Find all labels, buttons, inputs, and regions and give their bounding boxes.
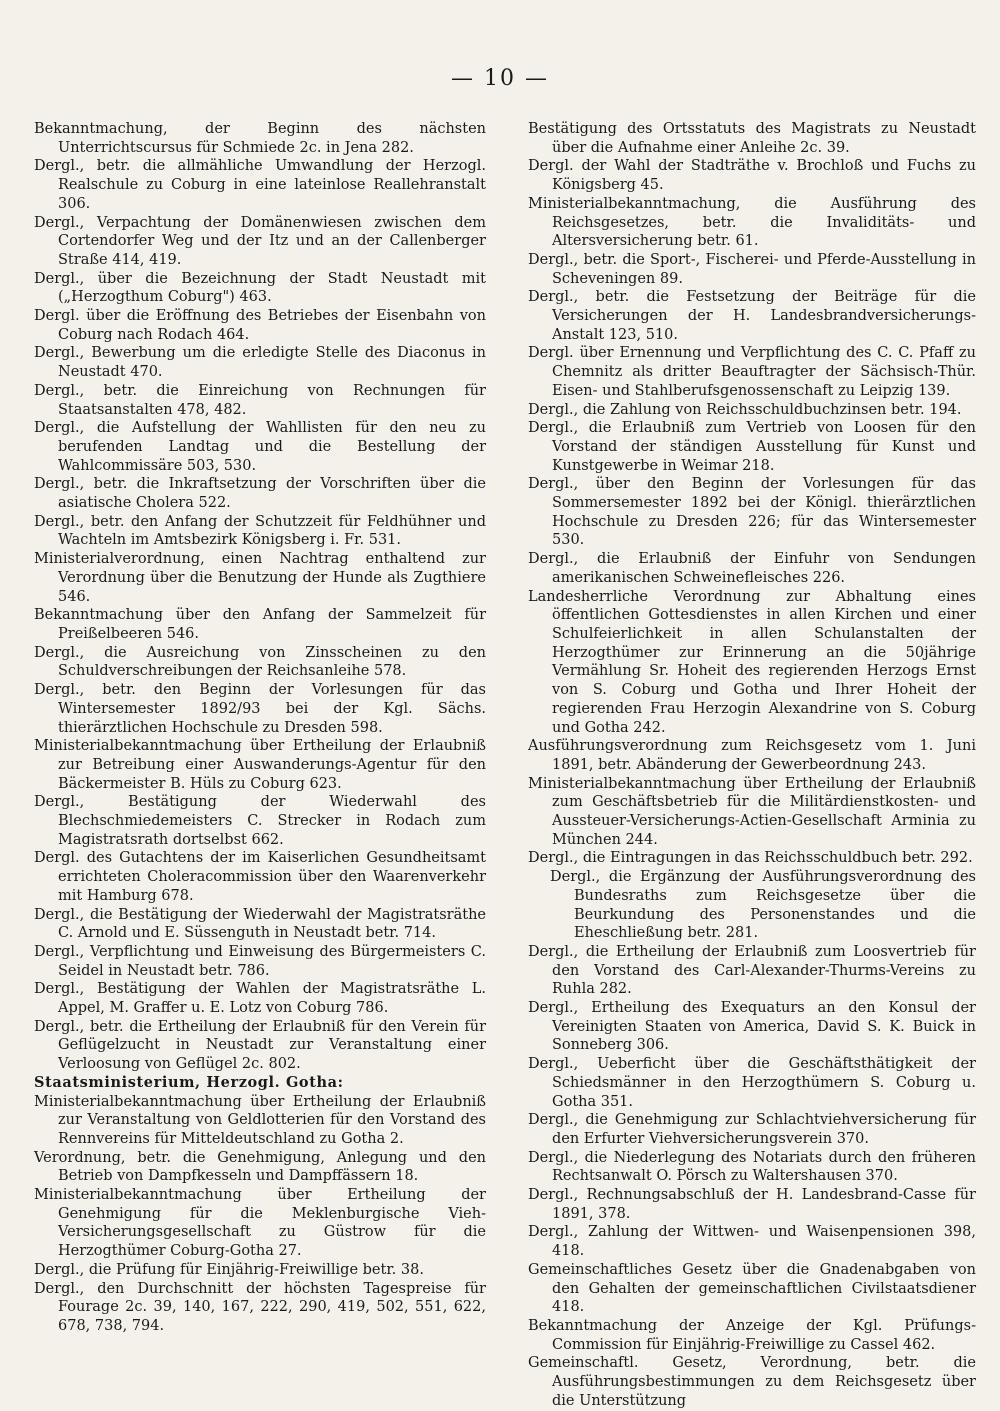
index-entry: Dergl., Bewerbung um die erledigte Stelle des Diaconus in Neustadt 470.: [34, 345, 486, 381]
index-entry: Ministerialbekanntmachung über Ertheilung der Erlaubniß zur Betreibung einer Auswanderungs-Agentur für den Bäckermeister B. Hüls zu Coburg 623.: [34, 738, 486, 792]
index-entry: Gemeinschaftliches Gesetz über die Gnadenabgaben von den Gehalten der gemeinschaftlichen Civilstaatsdiener 418.: [528, 1261, 976, 1316]
index-entry: Dergl., betr. die Sport-, Fischerei- und Pferde-Ausstellung in Scheveningen 89.: [528, 251, 976, 287]
index-entry: Ministerialbekanntmachung, die Ausführung des Reichsgesetzes, betr. die Invaliditäts- und Altersversicherung betr. 61.: [528, 195, 976, 250]
index-entry: Gemeinschaftl. Gesetz, Verordnung, betr. die Ausführungsbestimmungen zu dem Reichsgesetz über die Unterstützung: [528, 1355, 976, 1409]
index-entry: Dergl., die Prüfung für Einjährig-Freiwillige betr. 38.: [34, 1261, 424, 1278]
index-entry: Verordnung, betr. die Genehmigung, Anlegung und den Betrieb von Dampfkesseln und Dampffässern 18.: [34, 1149, 486, 1185]
index-entry: Dergl., die Aufstellung der Wahllisten für den neu zu berufenden Landtag und die Bestellung der Wahlcommissäre 503, 530.: [34, 420, 486, 474]
index-entry: Bekanntmachung über den Anfang der Sammelzeit für Preißelbeeren 546.: [34, 607, 486, 642]
index-entry: Dergl., Zahlung der Wittwen- und Waisenpensionen 398, 418.: [528, 1224, 976, 1260]
index-entry: Bekanntmachung, der Beginn des nächsten Unterrichtscursus für Schmiede 2c. in Jena 282.: [34, 121, 486, 156]
index-entry: Ministerialbekanntmachung über Ertheilung der Erlaubniß zur Veranstaltung von Geldlotterien für den Vorstand des Rennvereins für Mitteldeutschland zu Gotha 2.: [34, 1093, 486, 1147]
index-entry: Dergl., die Bestätigung der Wiederwahl der Magistratsräthe C. Arnold und E. Süssenguth in Neustadt betr. 714.: [34, 906, 486, 942]
index-entry: Dergl., die Ergänzung der Ausführungsverordnung des Bundesraths zum Reichsgesetze über die Beurkundung des Personenstandes und die Eheschließung betr. 281.: [550, 869, 976, 942]
index-entry: Dergl., die Genehmigung zur Schlachtviehversicherung für den Erfurter Viehversicherungsverein 370.: [528, 1112, 976, 1147]
index-entry: Dergl., die Erlaubniß zum Vertrieb von Loosen für den Vorstand der ständigen Ausstellung für Kunst und Kunstgewerbe in Weimar 218.: [528, 420, 976, 474]
left-column: [34, 120, 486, 1336]
index-entry: Ministerialbekanntmachung über Ertheilung der Erlaubniß zum Geschäftsbetrieb für die Militärdienstkosten- und Aussteuer-Versicherungs-Actien-Gesellschaft Arminia zu München 244.: [528, 775, 976, 848]
index-entry: Dergl., die Zahlung von Reichsschuldbuchzinsen betr. 194.: [528, 401, 962, 418]
index-entry: Dergl., betr. die Inkraftsetzung der Vorschriften über die asiatische Cholera 522.: [34, 476, 486, 512]
index-entry: Dergl., Ueberficht über die Geschäftsthätigkeit der Schiedsmänner in den Herzogthümern S. Coburg u. Gotha 351.: [528, 1056, 976, 1110]
index-entry: Dergl., Bestätigung der Wiederwahl des Blechschmiedemeisters C. Strecker in Rodach zum Magistratsrath dortselbst 662.: [34, 794, 486, 848]
index-entry: Dergl., die Eintragungen in das Reichsschuldbuch betr. 292.: [528, 850, 973, 867]
index-entry: Dergl. über die Eröffnung des Betriebes der Eisenbahn von Coburg nach Rodach 464.: [34, 308, 486, 343]
index-entry: Bekanntmachung der Anzeige der Kgl. Prüfungs-Commission für Einjährig-Freiwillige zu Cassel 462.: [528, 1318, 976, 1353]
index-entry: Dergl., die Niederlegung des Notariats durch den früheren Rechtsanwalt O. Pörsch zu Waltershausen 370.: [528, 1149, 976, 1185]
index-entry: Dergl., betr. die Ertheilung der Erlaubniß für den Verein für Geflügelzucht in Neustadt zur Veranstaltung einer Verloosung von Geflügel 2c. 802.: [34, 1018, 486, 1073]
index-entry: Dergl., Verpachtung der Domänenwiesen zwischen dem Cortendorfer Weg und der Itz und an der Callenberger Straße 414, 419.: [34, 214, 486, 268]
index-entry: Ministerialverordnung, einen Nachtrag enthaltend zur Verordnung über die Benutzung der Hunde als Zugthiere 546.: [34, 551, 486, 605]
index-entry: Dergl., betr. die Einreichung von Rechnungen für Staatsanstalten 478, 482.: [34, 382, 486, 418]
index-entry: Dergl., die Ertheilung der Erlaubniß zum Loosvertrieb für den Vorstand des Carl-Alexander-Thurms-Vereins zu Ruhla 282.: [528, 943, 976, 998]
index-entry: Dergl. des Gutachtens der im Kaiserlichen Gesundheitsamt errichteten Choleracommission über den Waarenverkehr mit Hamburg 678.: [34, 850, 486, 904]
index-entry: Dergl. über Ernennung und Verpflichtung des C. C. Pfaff zu Chemnitz als dritter Beauftragter der Sächsisch-Thür. Eisen- und Stahlberufsgenossenschaft zu Leipzig 139.: [528, 345, 976, 399]
index-entry: Dergl., Rechnungsabschluß der H. Landesbrand-Casse für 1891, 378.: [528, 1187, 976, 1222]
index-entry: Dergl., Verpflichtung und Einweisung des Bürgermeisters C. Seidel in Neustadt betr. 786.: [34, 943, 486, 979]
index-entry: Ministerialbekanntmachung über Ertheilung der Genehmigung für die Meklenburgische Vieh-Versicherungsgesellschaft zu Güstrow für die Herzogthümer Coburg-Gotha 27.: [34, 1187, 486, 1260]
index-entry: Bestätigung des Ortsstatuts des Magistrats zu Neustadt über die Aufnahme einer Anleihe 2c. 39.: [528, 121, 976, 156]
index-entry: Dergl., über den Beginn der Vorlesungen für das Sommersemester 1892 bei der Königl. thierärztlichen Hochschule zu Dresden 226; für das Wintersemester 530.: [528, 476, 976, 549]
index-entry: Dergl., den Durchschnitt der höchsten Tagespreise für Fourage 2c. 39, 140, 167, 222, 290, 419, 502, 551, 622, 678, 738, 794.: [34, 1280, 486, 1334]
section-heading: Staatsministerium, Herzogl. Gotha:: [34, 1073, 344, 1091]
index-entry: Dergl., Bestätigung der Wahlen der Magistratsräthe L. Appel, M. Graffer u. E. Lotz von Coburg 786.: [34, 981, 486, 1017]
index-entry: Dergl., betr. die allmähliche Umwandlung der Herzogl. Realschule zu Coburg in eine lateinlose Reallehranstalt 306.: [34, 158, 486, 212]
index-entry: Dergl., Ertheilung des Exequaturs an den Konsul der Vereinigten Staaten von America, David S. K. Buick in Sonneberg 306.: [528, 1000, 976, 1054]
index-entry: Dergl. der Wahl der Stadträthe v. Brochloß und Fuchs zu Königsberg 45.: [528, 158, 976, 194]
index-entry: Dergl., die Ausreichung von Zinsscheinen zu den Schuldverschreibungen der Reichsanleihe 578.: [34, 644, 486, 680]
index-entry: Ausführungsverordnung zum Reichsgesetz vom 1. Juni 1891, betr. Abänderung der Gewerbeordnung 243.: [528, 738, 976, 773]
index-entry: Dergl., über die Bezeichnung der Stadt Neustadt mit („Herzogthum Coburg") 463.: [34, 270, 486, 306]
index-entry: Landesherrliche Verordnung zur Abhaltung eines öffentlichen Gottesdienstes in allen Kirchen und einer Schulfeierlichkeit in allen Schulanstalten der Herzogthümer zur Erinnerung an die 50jährige Vermählung Sr. Hoheit des regierenden Herzogs Ernst von S. Coburg und Gotha und Ihrer Hoheit der regierenden Frau Herzogin Alexandrine von S. Coburg und Gotha 242.: [528, 588, 976, 736]
index-entry: Dergl., betr. den Beginn der Vorlesungen für das Wintersemester 1892/93 bei der Kgl. Sächs. thierärztlichen Hochschule zu Dresden 598.: [34, 682, 486, 736]
index-entry: Dergl., betr. den Anfang der Schutzzeit für Feldhühner und Wachteln im Amtsbezirk Königsberg i. Fr. 531.: [34, 513, 486, 549]
index-entry: Dergl., die Erlaubniß der Einfuhr von Sendungen amerikanischen Schweinefleisches 226.: [528, 551, 976, 586]
page-number: — 10 —: [451, 66, 549, 91]
index-entry: Dergl., betr. die Festsetzung der Beiträge für die Versicherungen der H. Landesbrandversicherungs-Anstalt 123, 510.: [528, 289, 976, 343]
right-column: [528, 120, 976, 1411]
